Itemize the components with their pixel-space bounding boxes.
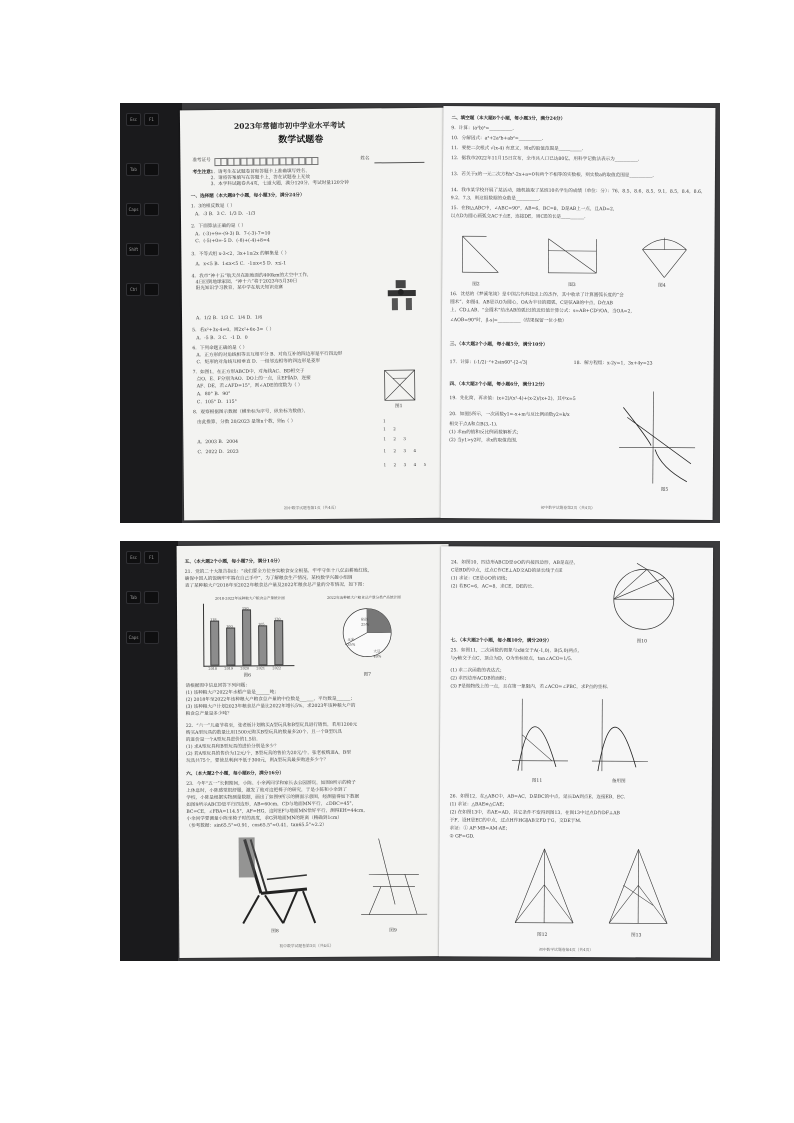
q20-line: (2) 当y1>y2时，求x的取值范围.: [449, 438, 518, 444]
svg-text:1: 1: [383, 426, 386, 432]
q26-line: 26．如图12，在△ABC中，AB=AC，D是BC的中点，延长DA到点E，连接EB，EC.: [449, 794, 626, 801]
figure-13: [603, 845, 673, 931]
key-blank: [144, 631, 159, 644]
figure-4: [634, 227, 694, 283]
key-ctrl: Ctrl: [126, 283, 141, 296]
q25-line: (1) 求二次函数的表达式；: [450, 668, 505, 674]
fig9-label: 图9: [389, 928, 397, 934]
exam-subtitle: 数学试题卷: [278, 134, 324, 146]
bar-2021: [258, 625, 267, 665]
key-tab: Tab: [126, 591, 141, 604]
bar-chart-title: 2018-2022年该种粮大户粮食总产量统计图: [214, 596, 285, 601]
q-line: C．105° D．115°: [196, 399, 237, 406]
section-1: 一、选择题（本大题8个小题，每小题3分，满分24分）: [190, 193, 305, 200]
q-line: C．2022 D．2023: [197, 449, 239, 456]
q-line: 4．我市“神十五”航天员在距地面约400km的太空中工作，: [191, 273, 312, 280]
q-line: 11．要使二次根式 √(x-4) 有意义，则x的取值范围是__________.: [451, 146, 584, 153]
svg-text:2: 2: [393, 426, 396, 432]
q26-line: ② GF=GD.: [449, 834, 475, 840]
key-tab: Tab: [126, 163, 141, 176]
key-blank: [144, 591, 159, 604]
bar-category-label: 2021: [256, 666, 266, 671]
fig-spare-label: 备用图: [611, 779, 626, 785]
q23-line: 23．今年“五一”长假期间，小陈、小余两同学和家长去公园游玩，如图8所示的椅子: [186, 780, 356, 787]
exam-page-3: [177, 544, 452, 958]
q23-line: 学校，小陈是根据实物测量数据，画出了如图9所示的侧面示意图，经测量得如下数据: [186, 794, 360, 801]
q21-line: 查了某种粮大户2018年至2022年粮食总产量及2022年粮食总产量的分布情况，如下图：: [184, 582, 367, 589]
q21-after: 粮食总产量是多少吨？: [185, 711, 232, 717]
section-7: 七、（本大题2个小题，每小题10分，满分20分）: [450, 638, 552, 644]
q-line: 15．在Rt△ABC中，∠ABC=90°，AB=6，BC=8，D是AB上一点，且AD=2，: [450, 206, 618, 213]
q20-line: (1) 求m的值和反比例函数解析式；: [449, 430, 522, 436]
fig2-label: 图2: [472, 282, 480, 288]
keyboard: [120, 541, 178, 961]
q22-line: 的进价是一个A型玩具进价的1.5倍.: [185, 737, 258, 743]
q-line: 14．我市某学校开展了某活动，随机抽取了某班10名学生的成绩（单位：分）：76，8.5，8.6，8.5，9.1，8.5，8.4，8.6，: [450, 188, 706, 195]
page-footer: 初中数学试题卷第1页（共4页）: [284, 504, 339, 511]
q-line: AF、DE，若∠AFD=15°，则∠ADE的度数为（ ）: [196, 383, 303, 390]
q22-line: (1) 求A型玩具和B型玩具的进价分别是多少？: [185, 744, 279, 750]
key-shift: Shift: [126, 243, 141, 256]
fig10-label: 图10: [636, 639, 648, 645]
section-6: 六、（本大题2个小题，每小题8分，满分16分）: [186, 771, 284, 777]
exam-photo-2: [120, 541, 720, 961]
svg-text:1: 1: [383, 436, 386, 442]
key-caps: Caps: [126, 203, 141, 216]
q-line: A．-3 B．3 C．1/3 D．-1/3: [194, 211, 256, 218]
q-line: 由此推算，分数 20/2023 是第n个数，则n（ ）: [197, 419, 296, 426]
q19: 19．先化简，再求值：(x+2)/(x²-4)+(x-2)/(x+2)，其中x=5: [449, 396, 576, 402]
q-line: A．(-3)+9=-(9-3) B．7-(-3)-7=10: [195, 231, 271, 238]
q-line: 5．若x²+3x-4=0，则2x²+6x-3=（ ）: [192, 327, 275, 334]
bar-2020: [242, 609, 251, 665]
q24-line: C是BD的中点，过点C作CE⊥AD交AD的延长线于点E: [450, 568, 563, 574]
pie-percent: 35%: [347, 642, 356, 647]
q22-line: (2) 若A型玩具的售价为12元/个，B型玩具的售价为20元/个，张老板购进A，B型: [186, 750, 351, 757]
number-triangle: [379, 416, 440, 477]
fig8-label: 图8: [271, 929, 279, 935]
svg-text:5: 5: [423, 461, 427, 467]
q21-after: (1) 该种粮大户2022年水稻产量是______吨；: [185, 690, 279, 696]
notice-2: 2．请将答案填写在答题卡上，答在试题卷上无效: [210, 175, 311, 182]
keyboard: [120, 103, 182, 523]
svg-text:2: 2: [393, 462, 397, 468]
bar-value-label: 118: [210, 617, 217, 622]
svg-text:3: 3: [403, 448, 407, 454]
page-footer: 初中数学试题卷第2页（共4页）: [540, 504, 595, 511]
svg-text:1: 1: [383, 462, 387, 468]
section-4: 四、（本大题2个小题，每小题6分，满分12分）: [449, 382, 548, 388]
q-line: A．1/2 B．1/3 C．1/4 D．1/6: [196, 315, 263, 322]
figure-10: [607, 559, 681, 633]
q26-line: (1) 求证：△BAE≌△CAE；: [449, 802, 508, 808]
q21-line: 确保中国人的饭碗牢牢端在自己手中”，为了解粮食生产情况，某校数学兴趣小组调: [184, 575, 353, 582]
figure-11: [510, 695, 570, 775]
q22-line: 购买A型玩具的数量比用1500元购买B型玩具的数量多20个，且一个B型玩具: [185, 729, 343, 736]
q-line: 上，CD⊥AB，“会圆术”给出AB的弧长l的近似值计算公式：s=AB+CD²/OA，当OA=2，: [449, 308, 636, 315]
svg-text:4: 4: [413, 461, 417, 467]
name-line: [374, 162, 424, 164]
svg-text:2: 2: [393, 436, 396, 442]
q-line: C．矩形的对角线互相垂直 D．一组邻边相等的四边形是菱形: [196, 358, 321, 366]
q23-line: （参考数据：sin65.5°≈0.91，cos65.5°≈0.41，tan65.5°≈2.2）: [186, 822, 327, 829]
q-line: 10．分解因式：a³+2a²b+ab²=__________.: [451, 136, 544, 142]
pie-chart: [339, 604, 395, 660]
svg-text:1: 1: [383, 448, 387, 454]
notice-1: 1．请考生在试题卷首和答题卡上准确填写姓名、: [210, 169, 310, 176]
figure-spare: [590, 695, 650, 775]
figure-1-square: [383, 368, 417, 402]
astronaut-figure: [382, 278, 422, 314]
q22-line: 22．“六一”儿童节将至，张老板计划购买A型玩具和B型玩具进行销售，若用1200元: [185, 722, 358, 729]
pie-chart-title: 2022年该种粮大户粮食总产量分类产品统计图: [326, 595, 401, 600]
key-caps: Caps: [126, 631, 141, 644]
q23-line: 如图9所示ABCD是平行四边形，AB=60cm，CD与地面MN平行，∠DBC=45°，: [186, 801, 357, 808]
exam-page-1: [180, 108, 454, 521]
q-line: A．-5 B．3 C．-1 D．0: [196, 335, 248, 342]
bar-category-label: 2020: [240, 666, 250, 671]
fig5-label: 图5: [660, 487, 669, 493]
key-f1: F1: [144, 551, 159, 564]
exam-page-2: [441, 106, 716, 520]
q-line: 3．不等式组 x-3<2，3x+1≥2x 的解集是（ ）: [191, 251, 290, 258]
bar-value-label: 100: [226, 624, 233, 629]
key-esc: Esc: [126, 113, 141, 126]
pie-percent: 25%: [361, 622, 370, 627]
q23-line: BC=CE，∠FBA=114.5°，AF=HG，这时EF与地面MN恰好平行，测得EH=44cm，: [186, 808, 368, 815]
q24-line: 24．如图10，四边形ABCD是⊙O的内接四边形，AB是直径，: [450, 560, 579, 567]
exam-page-4: [439, 546, 713, 957]
q-line: 13．若关于x的一元二次方程x²-2x+a=0有两个不相等的实数根，则实数a的取值范围是__________.: [450, 172, 654, 179]
key-blank: [144, 203, 159, 216]
q-line: 1．3的相反数是（ ）: [190, 203, 235, 210]
fig13-label: 图13: [631, 933, 642, 939]
exam-title: 2023年常德市初中学业水平考试: [233, 120, 345, 131]
fig12-label: 图12: [537, 932, 548, 938]
svg-text:2: 2: [393, 448, 397, 454]
q21-line: 21．党的二十大报告指出：“我们要全方位夯实粮食安全根基，牢牢守住十八亿亩耕地红线，: [184, 568, 373, 575]
q-line: ∠AOB=90°时，|l-s|=__________（结果保留一位小数）: [449, 318, 567, 324]
figure-2: [456, 230, 506, 280]
key-blank: [144, 243, 159, 256]
fig11-label: 图11: [531, 778, 543, 784]
q-line: A．x<5 B．1≤x<5 C．-1≤x<5 D．x≤-1: [195, 261, 287, 268]
bar-chart: [203, 603, 294, 671]
q25-line: (3) P是抛物线上的一点，且在第一象限内，若∠ACO=∠PBC，求P点的坐标.: [450, 684, 609, 691]
pie-label: 大豆: [373, 649, 381, 654]
pie-label: 玉米: [347, 637, 355, 642]
q-line: 16．沈括的《梦溪笔谈》是中国古代科技史上的杰作，其中收录了计算圆弧长度的“会: [450, 292, 624, 299]
pie-label: 稻谷: [361, 617, 369, 622]
figure-3: [542, 231, 602, 281]
q-line: 9．计算：(a²b)³=__________.: [451, 126, 514, 132]
exam-photo-1: [120, 103, 720, 523]
section-2: 二、填空题（本大题8个小题，每小题3分，满分24分）: [451, 116, 566, 122]
q-line: C．(-5)+0=-5 D．(-8)+(-4)+8=4: [195, 238, 270, 245]
q21-after: (2) 2018年至2022年该种粮大户粮食总产量的中位数是______，平均数是______；: [185, 696, 355, 703]
chair-photo: [231, 835, 322, 928]
name-label: 姓名: [360, 156, 370, 162]
q26-line: 求证：① AF·MB=AM·AE；: [449, 826, 511, 832]
figure-5: [617, 387, 698, 488]
notice-label: 考生注意：: [192, 170, 216, 176]
q-line: A．80° B．90°: [196, 391, 231, 398]
pie-percent: 40%: [373, 654, 382, 659]
fig6-label: 图6: [243, 673, 252, 679]
notice-3: 3．本学科试题卷共4页，七道大题，满分120分，考试时量120分钟: [210, 180, 349, 188]
key-blank: [144, 283, 159, 296]
q23-line: 上休息时，小陈感觉很舒服，激发了他对这把椅子的研究，于是小陈和小余到了: [186, 787, 348, 794]
exam-no-label: 准考证号: [192, 158, 211, 164]
q-line: 圆术”，如图4，AB是以O为圆心，OA为半径的圆弧，C是弦AB的中点，D在AB: [450, 300, 613, 307]
q25-line: (2) 求四边形ACDB的面积；: [450, 676, 510, 682]
q-line: 8．观察根据图示数据（横坐标为序号，纵坐标为数值），: [193, 409, 309, 416]
q21-after: (3) 该种粮大户计划2023年粮食总产量比2022年增长5%，求2023年该种粮大户的: [185, 703, 356, 710]
section-5: 五、（本大题2个小题，每小题7分，满分14分）: [184, 559, 283, 565]
q-line: 2．下面算法正确的是（ ）: [191, 223, 247, 230]
q-line: 以点D为圆心画弧交AC于点E，连接DE，则CE的长是__________.: [450, 214, 586, 221]
bar-2019: [226, 627, 235, 665]
q24-line: (2) 若BC=6，AC=8，求CE，DE的长.: [450, 584, 534, 590]
q21-after: 请根据图中信息回答下列问题：: [185, 683, 250, 689]
q23-line: 小余同学要测量小陈坐椅子时的高度，求G到地面MN的距离（精确到1cm）: [186, 815, 342, 822]
bar-category-label: 2018: [208, 666, 218, 671]
bar-category-label: 2019: [224, 666, 234, 671]
page-footer: 初中数学试题卷第3页（共4页）: [279, 942, 334, 949]
q26-line: (2) 在如图13中，若AE=AD，其它条件不变得到图13，在图13中过点D作DF⊥AB: [449, 810, 620, 817]
q22-line: 玩具共75个，要使总利润不低于300元，则A型玩具最多购进多少个？: [186, 757, 329, 764]
q20-line: 20．如图5所示，一次函数y1=-x+m与反比例函数y2=k/x: [449, 412, 570, 418]
q24-line: (1) 求证：CE是⊙O的切线；: [450, 576, 511, 582]
svg-text:1: 1: [383, 418, 386, 424]
q-line: 4日回到地球家园，“神十六”将于2023年5月30日: [195, 279, 298, 286]
fig1-label: 图1: [394, 404, 403, 410]
page-footer: 初中数学试题卷第4页（共4页）: [538, 946, 594, 953]
q18: 18．解方程组：x-2y=1，3x+4y=23: [573, 360, 653, 367]
q25-line: 与y轴交于点C，顶点为D，O为坐标原点，tan∠ACO=1/5.: [450, 656, 573, 662]
figure-9: [359, 834, 430, 924]
bar-value-label: 150: [241, 606, 249, 611]
q-line: A．2003 B．2004: [197, 439, 239, 446]
bar-value-label: 105: [258, 622, 265, 627]
q-line: A．正方形的对角线相等且互相平分 B．对角互补的四边形是平行四边形: [196, 351, 343, 359]
fig4-label: 图4: [658, 283, 666, 289]
bar-value-label: 120: [274, 616, 281, 621]
bar-category-label: 2022: [272, 666, 282, 671]
q25-line: 25．如图11，二次函数的图象与x轴交于A(-1,0)，B(5,0)两点，: [450, 648, 583, 655]
bar-2022: [274, 620, 283, 666]
q-line: 点O，E、F分别为AO、DO上的一点，且EF∥AD，连接: [196, 376, 311, 383]
svg-text:3: 3: [403, 462, 407, 468]
q17: 17．计算：(-1/2)⁻²+2sin60°-|2-√3|: [449, 360, 528, 366]
q-line: 9.2，7.3，则这组数据的众数是__________.: [450, 196, 541, 202]
q20-line: 相交于点A和点B(3,-1).: [449, 422, 498, 428]
q26-line: 于F，设H是EC的中点，过点H作HG∥AB交FD于G，交DE于M.: [449, 818, 582, 825]
q-line: 7．如图1，在正方形ABCD中，对角线AC、BD相交于: [192, 369, 305, 376]
svg-text:3: 3: [403, 436, 406, 442]
section-3: 三、（本大题2个小题，每小题5分，满分10分）: [449, 342, 548, 348]
fig7-label: 图7: [363, 672, 372, 678]
svg-text:4: 4: [413, 447, 417, 453]
q-line: 6．下列命题正确的是（ ）: [192, 345, 248, 352]
key-blank: [144, 163, 159, 176]
q-line: 阳光知识学习教育，某中学在航天知识竞赛: [195, 285, 284, 292]
exam-no-boxes: [214, 157, 318, 166]
q-line: 12．据我市2022年11月15日宣布，全市共人口已达80亿，用科学记数法表示为__________.: [451, 156, 640, 163]
bar-2018: [210, 621, 219, 666]
fig3-label: 图3: [568, 282, 576, 288]
key-esc: Esc: [126, 551, 141, 564]
key-f1: F1: [144, 113, 159, 126]
figure-12: [509, 845, 579, 931]
